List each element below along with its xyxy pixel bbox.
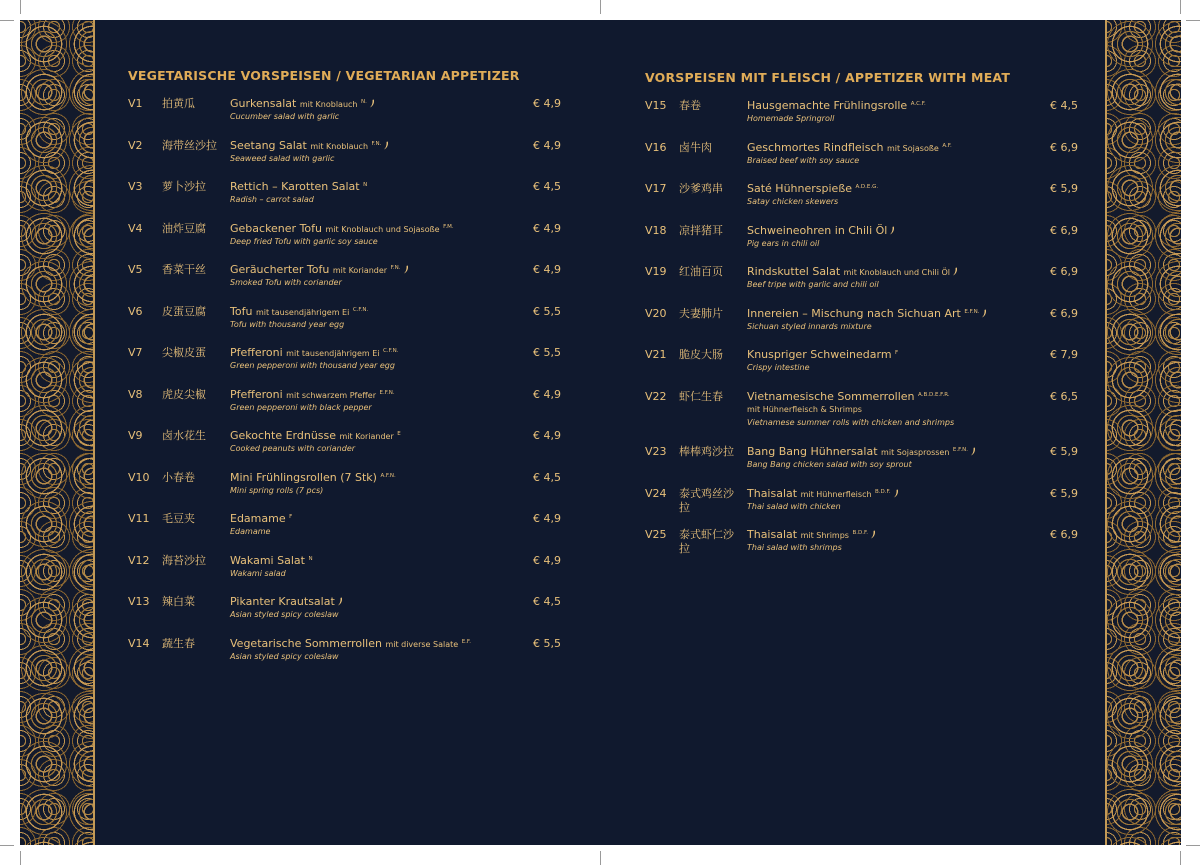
item-chinese-name: 虎皮尖椒: [162, 387, 206, 401]
item-chinese-name: 拍黄瓜: [162, 97, 195, 110]
item-name: [230, 97, 375, 110]
item-code: V23: [645, 445, 667, 458]
item-name-extra: mit tausendjährigem Ei: [286, 349, 380, 358]
item-name-extra: mit Hühnerfleisch: [800, 489, 872, 499]
item-code: V7: [128, 346, 143, 359]
item-english-name: Sichuan styled innards mixture: [747, 321, 872, 331]
item-price: € 4,5: [533, 180, 561, 193]
item-price: € 5,9: [1050, 486, 1078, 500]
item-name: [230, 637, 471, 650]
item-price: € 4,9: [533, 97, 561, 110]
allergen-codes: A.B.D.E.F.R.: [918, 391, 950, 398]
item-name-text: Seetang Salat: [230, 138, 307, 152]
item-name-text: Pfefferoni: [230, 346, 283, 359]
item-name: [747, 182, 878, 195]
item-name: [747, 307, 987, 320]
item-code: V20: [645, 306, 667, 320]
item-name: [230, 595, 343, 608]
item-price: € 4,5: [1050, 99, 1078, 112]
item-name-text: Gurkensalat: [230, 97, 297, 110]
item-name: [230, 305, 368, 318]
chili-icon: [870, 530, 876, 539]
item-name-text: Thaisalat: [747, 528, 798, 541]
item-name: [230, 180, 367, 193]
item-name-text: Pfefferoni: [230, 387, 283, 401]
meat-section-title: VORSPEISEN MIT FLEISCH / APPETIZER WITH MEAT: [645, 70, 1011, 85]
item-code: V15: [645, 99, 667, 112]
item-chinese-name: 泰式鸡丝沙拉: [679, 486, 734, 514]
item-name-text: Vegetarische Sommerrollen: [230, 636, 382, 650]
item-code: V18: [645, 223, 667, 237]
item-name-text: Knuspriger Schweinedarm: [747, 348, 892, 361]
item-price: € 5,5: [533, 346, 561, 359]
item-name: [230, 139, 389, 152]
item-code: V1: [128, 97, 143, 110]
item-name: [230, 471, 396, 484]
trim-mark: [1180, 0, 1181, 14]
item-name-extra: mit Knoblauch und Chili Öl: [843, 268, 951, 277]
item-english-name: Green pepperoni with black pepper: [230, 402, 372, 412]
item-chinese-name: 毛豆夹: [162, 512, 195, 525]
item-chinese-name: 油炸豆腐: [162, 221, 206, 235]
item-name: [747, 348, 898, 361]
item-chinese-name: 春卷: [679, 99, 701, 112]
item-price: € 5,9: [1050, 445, 1078, 458]
item-name-text: Wakami Salat: [230, 553, 305, 567]
item-name: [747, 528, 876, 541]
item-code: V8: [128, 387, 143, 401]
item-chinese-name: 卤牛肉: [679, 140, 712, 154]
item-name-extra: mit Knoblauch und Sojasoße: [325, 224, 440, 234]
item-code: V13: [128, 595, 150, 608]
item-code: V9: [128, 429, 143, 442]
trim-mark: [0, 845, 14, 846]
item-name-text: Saté Hühnerspieße: [747, 182, 853, 195]
item-price: € 5,5: [533, 636, 561, 650]
item-name-extra: mit Koriander: [332, 266, 388, 275]
item-code: V6: [128, 304, 143, 318]
right-ornamental-border: [1106, 20, 1181, 845]
item-name-text: Mini Frühlingsrollen (7 Stk): [230, 470, 377, 484]
allergen-codes: A.F.N.: [380, 472, 396, 479]
item-chinese-name: 泰式虾仁沙拉: [679, 528, 734, 555]
trim-mark: [1186, 845, 1200, 846]
item-subtitle: mit Hühnerfleisch & Shrimps: [747, 404, 862, 414]
item-name-text: Gekochte Erdnüsse: [230, 429, 337, 442]
item-name: [230, 263, 409, 276]
item-price: € 6,5: [1050, 389, 1078, 403]
chili-icon: [952, 267, 958, 276]
item-english-name: Deep fried Tofu with garlic soy sauce: [230, 236, 378, 246]
allergen-codes: E.F.N.: [952, 447, 969, 453]
item-code: V4: [128, 221, 143, 235]
item-code: V5: [128, 263, 143, 276]
item-chinese-name: 虾仁生春: [679, 389, 723, 403]
item-price: € 4,5: [533, 470, 561, 484]
item-name-text: Geschmortes Rindfleisch: [747, 140, 884, 154]
chili-icon: [970, 447, 976, 456]
item-name: [747, 390, 950, 403]
item-name: [747, 141, 952, 154]
allergen-codes: F.N.: [390, 265, 401, 271]
item-price: € 5,9: [1050, 182, 1078, 195]
allergen-codes: C.F.N.: [352, 306, 369, 313]
item-name-text: Tofu: [230, 304, 253, 318]
item-chinese-name: 红油百页: [679, 265, 723, 278]
item-english-name: Asian styled spicy coleslaw: [230, 651, 339, 661]
item-name: [230, 512, 292, 525]
item-english-name: Wakami salad: [230, 568, 286, 578]
item-code: V10: [128, 470, 150, 484]
item-english-name: Tofu with thousand year egg: [230, 319, 345, 329]
item-english-name: Thai salad with shrimps: [747, 543, 842, 552]
item-name-text: Geräucherter Tofu: [230, 263, 330, 276]
item-english-name: Asian styled spicy coleslaw: [230, 610, 339, 619]
item-english-name: Beef tripe with garlic and chili oil: [747, 280, 879, 289]
allergen-codes: N: [363, 182, 368, 188]
allergen-codes: F.M.: [443, 223, 454, 230]
item-english-name: Smoked Tofu with coriander: [230, 278, 342, 287]
item-chinese-name: 蔬生春: [162, 636, 195, 650]
item-english-name: Thai salad with chicken: [747, 501, 841, 511]
item-name: [747, 99, 926, 112]
item-name: [747, 265, 958, 278]
allergen-codes: N: [308, 555, 313, 562]
allergen-codes: E.F.N.: [379, 389, 395, 396]
item-name: [230, 429, 401, 442]
item-price: € 5,5: [533, 304, 561, 318]
item-name-text: Pikanter Krautsalat: [230, 595, 335, 608]
item-chinese-name: 辣白菜: [162, 595, 195, 608]
allergen-codes: F: [895, 350, 899, 356]
allergen-codes: F: [289, 514, 293, 520]
item-name-extra: mit Koriander: [339, 432, 394, 441]
item-price: € 4,9: [533, 512, 561, 525]
item-price: € 4,9: [533, 387, 561, 401]
allergen-codes: E.F.N.: [964, 308, 980, 315]
allergen-codes: A.F.: [942, 142, 952, 149]
allergen-codes: A.D.E.G.: [855, 184, 879, 190]
item-name-text: Vietnamesische Sommerrollen: [747, 389, 915, 403]
item-price: € 4,9: [533, 221, 561, 235]
item-price: € 6,9: [1050, 528, 1078, 541]
item-price: € 4,9: [533, 263, 561, 276]
item-name-extra: mit Shrimps: [800, 531, 849, 540]
chili-icon: [889, 226, 895, 235]
item-chinese-name: 香菜干丝: [162, 263, 206, 276]
item-english-name: Edamame: [230, 527, 271, 536]
item-name-text: Edamame: [230, 512, 286, 525]
item-price: € 7,9: [1050, 348, 1078, 361]
item-code: V24: [645, 486, 667, 500]
chili-icon: [893, 489, 899, 498]
item-name-text: Rettich – Karotten Salat: [230, 180, 360, 193]
item-name-extra: mit Sojasoße: [886, 143, 939, 153]
item-chinese-name: 脆皮大肠: [679, 348, 723, 361]
item-price: € 4,9: [533, 553, 561, 567]
item-english-name: Homemade Springroll: [747, 114, 835, 123]
item-english-name: Braised beef with soy sauce: [747, 155, 860, 165]
vegetarian-section-title: VEGETARISCHE VORSPEISEN / VEGETARIAN APPETIZER: [128, 68, 520, 83]
item-name-text: Hausgemachte Frühlingsrolle: [747, 99, 908, 112]
left-ornamental-border: [20, 20, 94, 845]
item-english-name: Pig ears in chili oil: [747, 238, 820, 248]
item-code: V2: [128, 138, 143, 152]
item-english-name: Cooked peanuts with coriander: [230, 444, 356, 453]
item-chinese-name: 海带丝沙拉: [162, 138, 217, 152]
trim-mark: [0, 20, 14, 21]
item-code: V3: [128, 180, 143, 193]
allergen-codes: E: [397, 431, 401, 437]
allergen-codes: F.N.: [371, 140, 382, 147]
item-english-name: Vietnamese summer rolls with chicken and shrimps: [747, 417, 955, 427]
item-name-extra: mit diverse Salate: [385, 639, 459, 649]
item-code: V17: [645, 182, 667, 195]
trim-mark: [20, 851, 21, 865]
item-chinese-name: 小春卷: [162, 470, 195, 484]
item-price: € 4,5: [533, 595, 561, 608]
allergen-codes: B.D.F.: [875, 488, 891, 495]
item-price: € 6,9: [1050, 265, 1078, 278]
trim-mark: [600, 0, 601, 14]
item-name: [230, 554, 313, 567]
menu-spread: [20, 20, 1181, 845]
item-name-extra: mit Sojasprossen: [881, 448, 950, 457]
item-name: [230, 346, 399, 359]
item-chinese-name: 夫妻肺片: [679, 306, 723, 320]
item-code: V21: [645, 348, 667, 361]
item-english-name: Cucumber salad with garlic: [230, 112, 340, 121]
item-name-text: Thaisalat: [747, 486, 798, 500]
trim-mark: [600, 851, 601, 865]
item-name-text: Rindskuttel Salat: [747, 265, 841, 278]
item-english-name: Satay chicken skewers: [747, 197, 839, 206]
item-english-name: Seaweed salad with garlic: [230, 153, 335, 163]
chili-icon: [403, 265, 409, 274]
item-code: V14: [128, 636, 150, 650]
item-chinese-name: 凉拌猪耳: [679, 223, 723, 237]
item-name-text: Gebackener Tofu: [230, 221, 322, 235]
item-price: € 6,9: [1050, 223, 1078, 237]
allergen-codes: C.F.N.: [383, 348, 399, 354]
item-name-extra: mit schwarzem Pfeffer: [286, 390, 376, 400]
right-border-line: [1105, 20, 1107, 845]
left-border-line: [93, 20, 95, 845]
item-price: € 4,9: [533, 138, 561, 152]
item-price: € 6,9: [1050, 140, 1078, 154]
item-name-extra: mit tausendjährigem Ei: [255, 307, 350, 317]
allergen-codes: B.D.F.: [852, 530, 869, 536]
item-name: [230, 388, 395, 401]
item-code: V16: [645, 140, 667, 154]
item-chinese-name: 沙爹鸡串: [679, 182, 723, 195]
item-name: [747, 224, 895, 237]
item-name-text: Schweineohren in Chili Öl: [747, 223, 888, 237]
allergen-codes: E.F.: [461, 638, 471, 645]
item-name: [230, 222, 454, 235]
item-chinese-name: 棒棒鸡沙拉: [679, 445, 734, 458]
item-english-name: Crispy intestine: [747, 363, 810, 372]
item-chinese-name: 皮蛋豆腐: [162, 304, 206, 318]
item-chinese-name: 萝卜沙拉: [162, 180, 206, 193]
item-english-name: Bang Bang chicken salad with soy sprout: [747, 460, 912, 469]
item-english-name: Radish – carrot salad: [230, 195, 314, 204]
chili-icon: [981, 309, 987, 318]
chili-icon: [337, 597, 343, 606]
trim-mark: [1186, 20, 1200, 21]
item-code: V19: [645, 265, 667, 278]
item-name-extra: mit Knoblauch: [299, 100, 358, 109]
chili-icon: [369, 99, 375, 108]
item-chinese-name: 海苔沙拉: [162, 553, 206, 567]
trim-mark: [1180, 851, 1181, 865]
item-chinese-name: 卤水花生: [162, 429, 206, 442]
item-name-text: Bang Bang Hühnersalat: [747, 445, 878, 458]
item-english-name: Mini spring rolls (7 pcs): [230, 485, 324, 495]
item-name: [747, 487, 899, 500]
item-english-name: Green pepperoni with thousand year egg: [230, 361, 395, 370]
trim-mark: [20, 0, 21, 14]
item-code: V12: [128, 553, 150, 567]
item-price: € 6,9: [1050, 306, 1078, 320]
item-code: V22: [645, 389, 667, 403]
item-chinese-name: 尖椒皮蛋: [162, 346, 206, 359]
item-name: [747, 445, 976, 458]
item-price: € 4,9: [533, 429, 561, 442]
item-code: V25: [645, 528, 667, 541]
allergen-codes: A.C.F.: [910, 101, 926, 107]
item-name-text: Innereien – Mischung nach Sichuan Art: [747, 306, 961, 320]
item-code: V11: [128, 512, 150, 525]
chili-icon: [383, 141, 389, 150]
allergen-codes: N.: [360, 99, 367, 105]
item-name-extra: mit Knoblauch: [310, 141, 369, 151]
